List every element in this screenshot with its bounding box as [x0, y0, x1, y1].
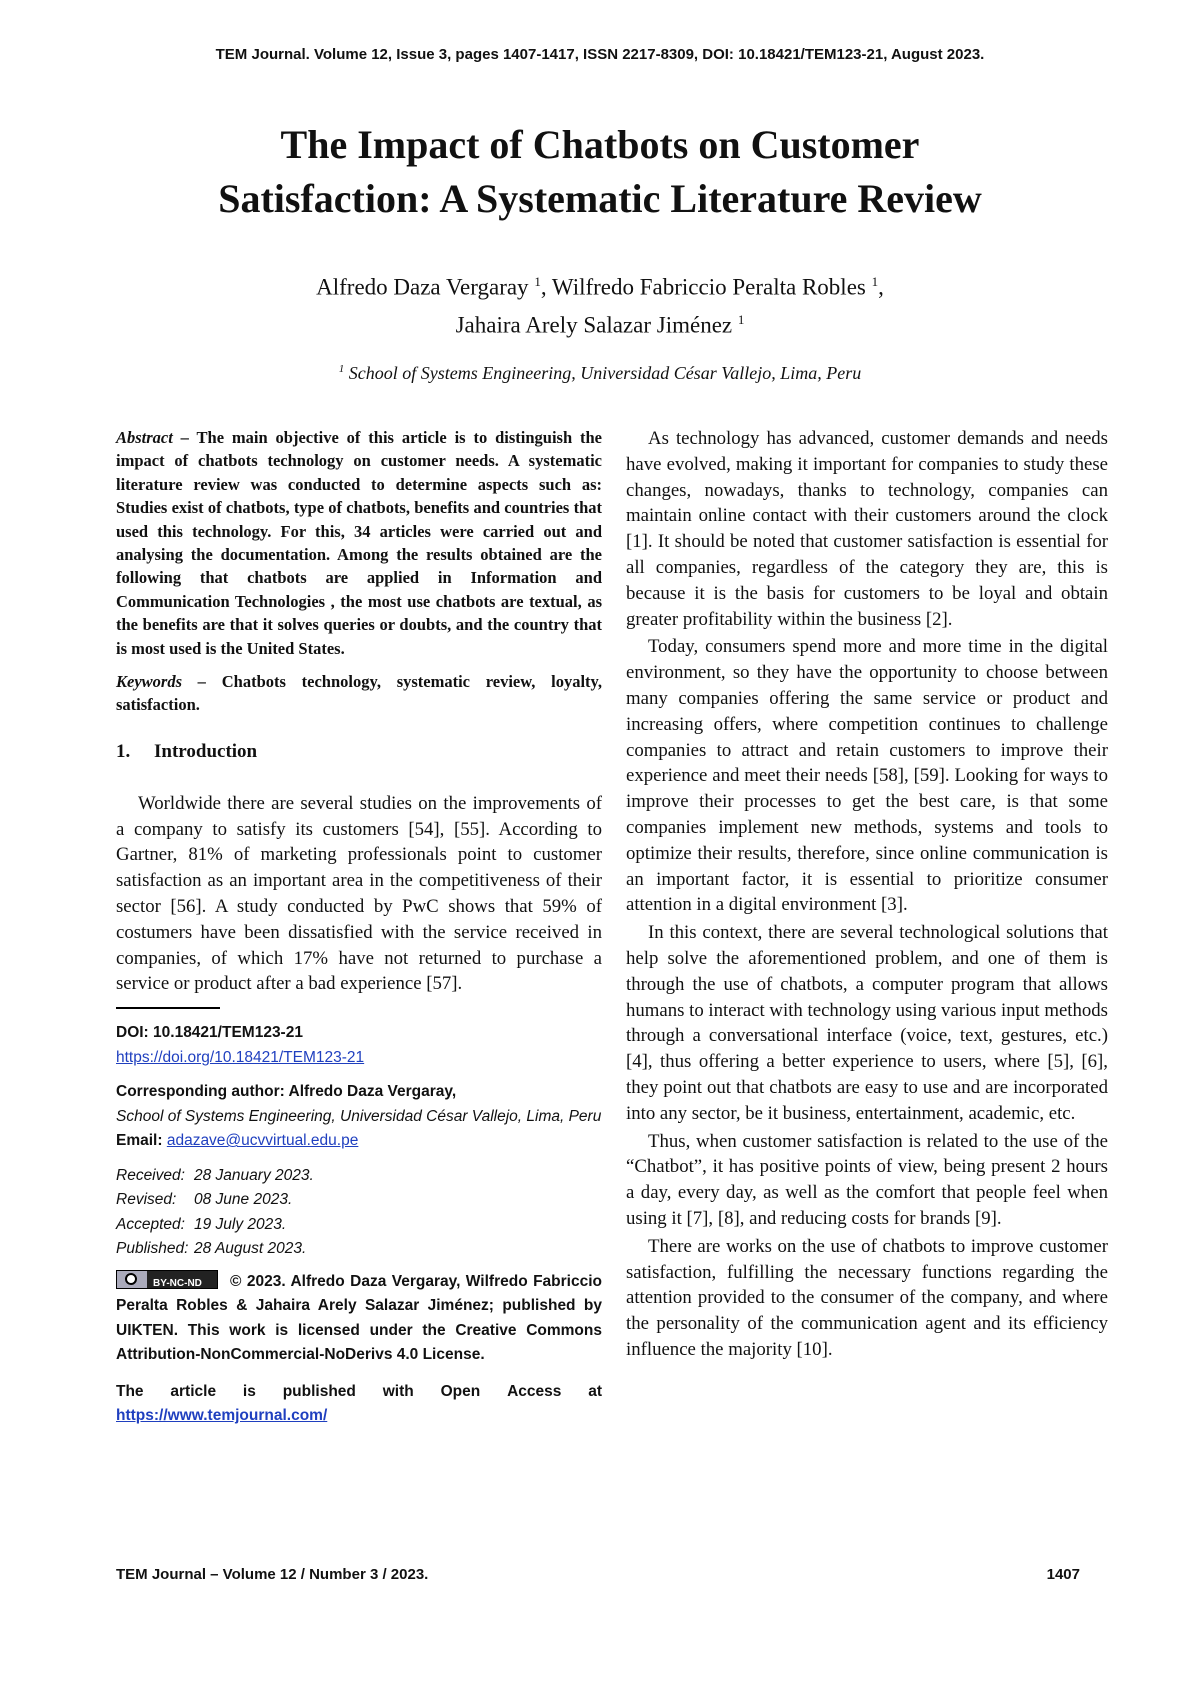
body-paragraph: In this context, there are several technological solutions that help solve the aforementioned problem, and one of them is through the use of chatbots, a computer program that allows humans to interact with technology using various input methods through a conversational interface (voice, text, gestures, etc.) [4], thus offering a better experience to users, where [5], [6], they point out that chatbots are easy to use and are incorporated into any sector, be it business, entertainment, academic, etc. [626, 922, 1108, 1124]
email-link[interactable]: adazave@ucvvirtual.edu.pe [166, 1132, 359, 1150]
open-access-text [116, 1380, 602, 1405]
section-heading [116, 741, 602, 763]
open-access-word: published [282, 1382, 356, 1400]
cc-license-badge[interactable] [116, 1270, 218, 1289]
cc-badge-text: BY-NC-ND [153, 1278, 202, 1290]
affiliation-text: School of Systems Engineering, Universidad César Vallejo, Lima, Peru [344, 363, 862, 383]
author-name: Wilfredo Fabriccio Peralta Robles [551, 274, 872, 300]
affiliation-marker: 1 [338, 363, 345, 375]
right-column [626, 426, 1108, 1363]
author-list [100, 266, 1100, 341]
body-paragraph: Worldwide there are several studies on the improvements of a company to satisfy its customers [54], [55]. According to Gartner, 81% of marketing professionals point to customer satisfaction as an important area in the competitiveness of their sector [56]. A study conducted by PwC shows that 59% of costumers have been dissatisfied with the service received in companies, of which 17% have not returned to purchase a service or product after a bad experience [57]. [116, 792, 602, 995]
article-dates [116, 1164, 602, 1262]
license-notice [116, 1270, 602, 1368]
page-number: 1407 [1046, 1566, 1080, 1583]
open-access-word: with [382, 1382, 414, 1400]
keywords [116, 670, 602, 717]
section-title: Introduction [154, 740, 258, 762]
revised-date: 08 June 2023. [194, 1191, 293, 1209]
keywords-label: Keywords – [116, 672, 206, 692]
open-access-word: The [116, 1382, 144, 1400]
open-access-word: Access [507, 1382, 562, 1400]
published-label: Published: [116, 1240, 189, 1258]
open-access-word: is [242, 1382, 256, 1400]
accepted-date: 19 July 2023. [194, 1215, 287, 1233]
title-line-2: Satisfaction: A Systematic Literature Review [218, 176, 982, 221]
body-paragraph: There are works on the use of chatbots to improve customer satisfaction, fulfilling the necessary functions regarding the attention provided to the consumer of the company, and where the personality of the communication agent and its efficiency influence the majority [10]. [626, 1235, 1108, 1360]
published-date: 28 August 2023. [194, 1240, 307, 1258]
received-label: Received: [116, 1166, 185, 1184]
abstract-text: The main objective of this article is to distinguish the impact of chatbots technology on customer needs. A systematic literature review was conducted to determine aspects such as: Studies exist of chatbots, type of chatbots, benefits and countries that used this technology. For this, 34 articles were carried out and analysing the documentation. Among the results obtained are the following that chatbots are applied in Information and Communication Technologies , the most use chatbots are textual, as the benefits are that it solves queries or doubts, and the country that is most used is the United States. [116, 428, 602, 658]
open-access-word: at [588, 1382, 602, 1400]
footer-journal-info: TEM Journal – Volume 12 / Number 3 / 2023. [116, 1566, 429, 1583]
body-paragraph: Today, consumers spend more and more time in the digital environment, so they have the opportunity to choose between many companies offering the same service or product and increasing offers, where competition continues to challenge companies to attract and retain customers to improve their experience and meet their needs [58], [59]. Looking for ways to improve their processes to get the best care, is that some companies implement new methods, systems and tools to optimize their results, therefore, since online communication is an important factor, it is essential to prioritize consumer attention in a digital environment [3]. [626, 636, 1108, 916]
author-name: Jahaira Arely Salazar Jiménez [455, 312, 738, 338]
footnote-divider [116, 1007, 220, 1009]
affiliation-marker: 1 [534, 274, 541, 289]
doi-link[interactable]: https://doi.org/10.18421/TEM123-21 [116, 1048, 365, 1066]
paper-title [100, 118, 1100, 226]
open-access-notice [116, 1380, 602, 1429]
author-separator: , [540, 274, 552, 300]
received-date: 28 January 2023. [194, 1166, 314, 1184]
article-metadata [116, 1021, 602, 1154]
journal-website-link[interactable]: https://www.temjournal.com/ [116, 1407, 328, 1425]
body-paragraph: As technology has advanced, customer demands and needs have evolved, making it important for companies to study these changes, nowadays, thanks to technology, companies can maintain online contact with their customers around the clock [1]. It should be noted that customer satisfaction is essential for all companies, regardless of the category they are, this is because it is the basis for customers to be loyal and obtain greater profitability within the business [2]. [626, 428, 1108, 630]
body-paragraph: Thus, when customer satisfaction is related to the use of the “Chatbot”, it has positive points of view, being present 2 hours a day, every day, as well as the comfort that people feel when using it [7], [8], and reducing costs for brands [9]. [626, 1130, 1108, 1229]
email-label: Email: [116, 1132, 167, 1150]
license-text: © 2023. Alfredo Daza Vergaray, Wilfredo Fabriccio Peralta Robles & Jahaira Arely Salazar Jiménez; published by UIKTEN. This work is licensed under the Creative Commons Attribution-NonCommercial-NoDerivs 4.0 License. [116, 1272, 602, 1364]
journal-header: TEM Journal. Volume 12, Issue 3, pages 1407-1417, ISSN 2217-8309, DOI: 10.18421/TEM123-21, August 2023. [215, 46, 985, 63]
abstract [116, 426, 602, 660]
affiliation-marker: 1 [737, 311, 745, 327]
accepted-label: Accepted: [116, 1215, 185, 1233]
corresponding-affiliation: School of Systems Engineering, Universidad César Vallejo, Lima, Peru [116, 1107, 602, 1125]
author-separator: , [878, 274, 884, 300]
author-name: Alfredo Daza Vergaray [316, 274, 535, 300]
section-number: 1. [116, 740, 131, 762]
open-access-word: Open [440, 1382, 481, 1400]
doi-label: DOI: 10.18421/TEM123-21 [116, 1024, 303, 1042]
title-line-1: The Impact of Chatbots on Customer [280, 122, 920, 167]
revised-label: Revised: [116, 1191, 177, 1209]
keywords-text: Chatbots technology, systematic review, loyalty, satisfaction. [116, 672, 603, 715]
open-access-word: article [170, 1382, 217, 1400]
affiliation [100, 363, 1100, 384]
abstract-label: Abstract – [116, 428, 189, 447]
corresponding-author: Corresponding author: Alfredo Daza Vergaray, [116, 1083, 457, 1101]
left-column [116, 426, 602, 1429]
affiliation-marker: 1 [871, 274, 879, 289]
